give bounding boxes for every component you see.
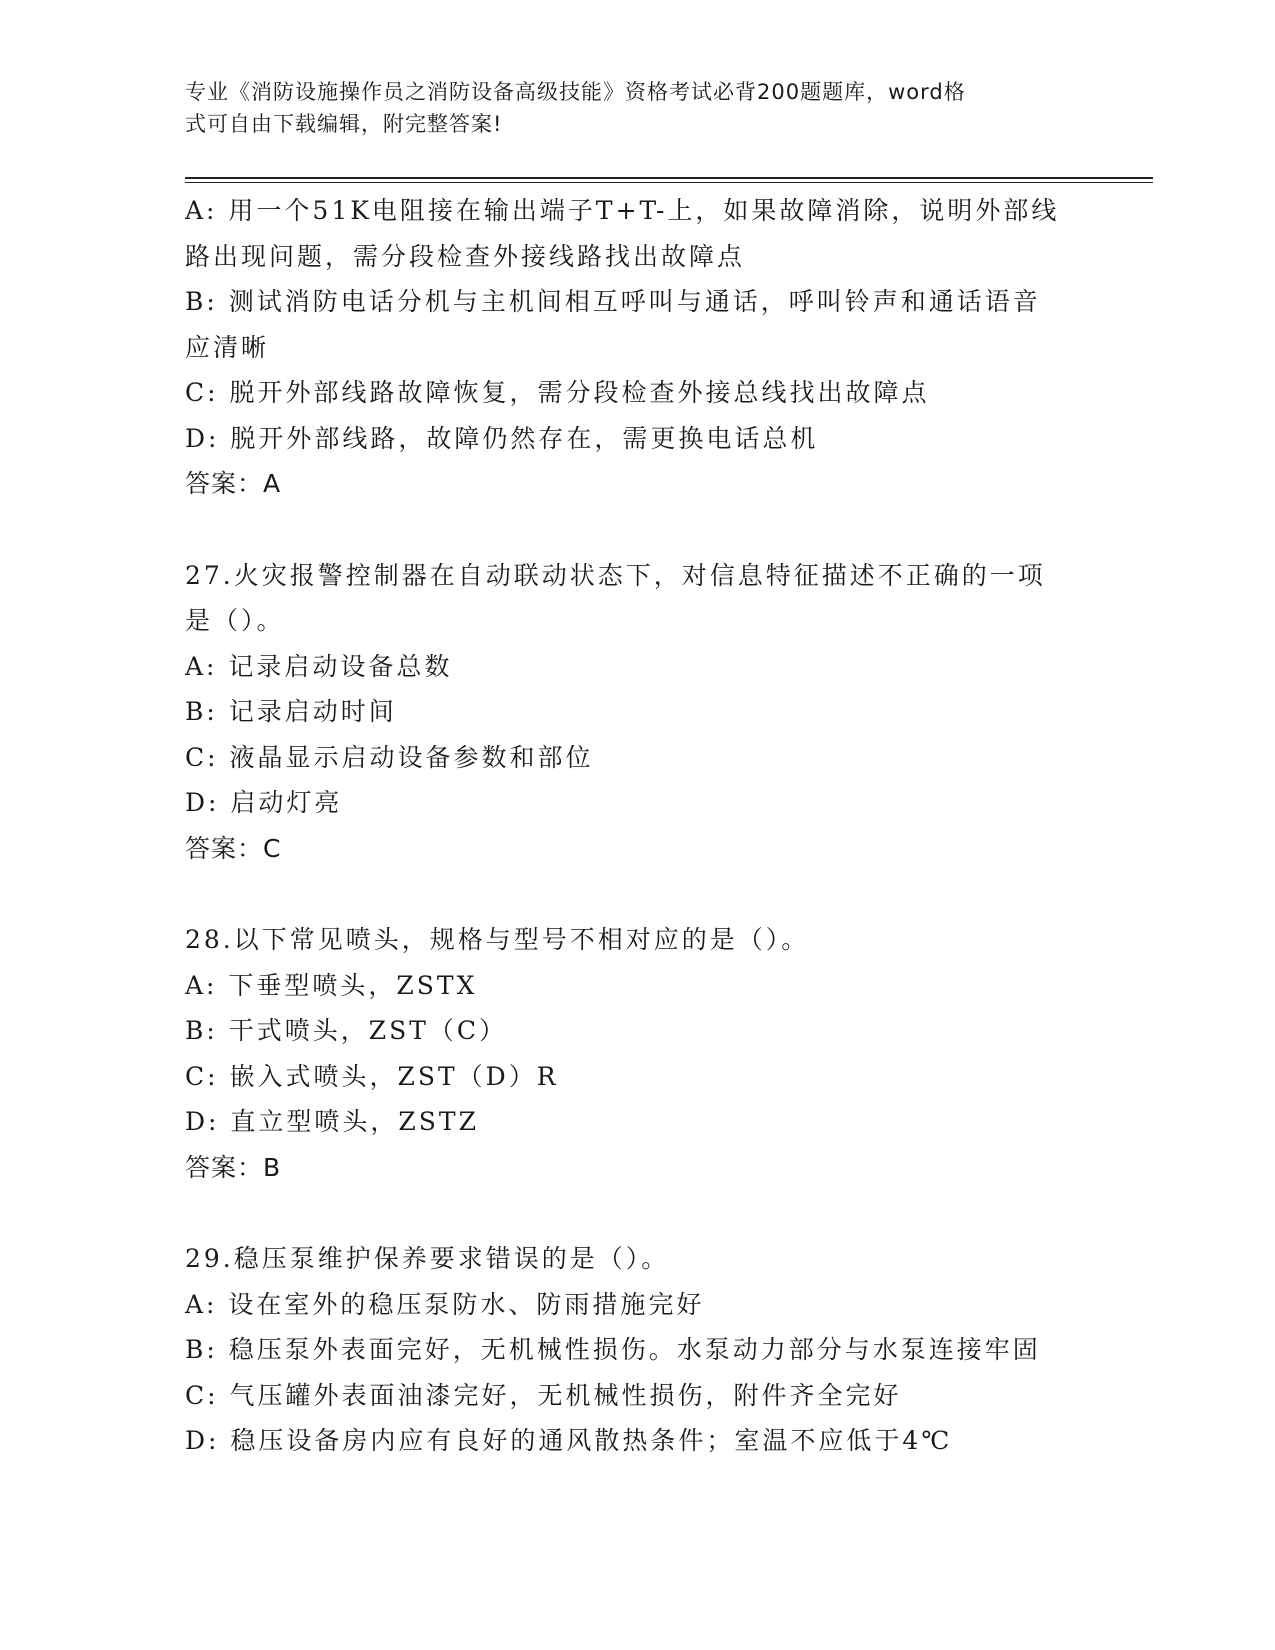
spacer <box>185 1190 1085 1236</box>
question-stem-line-2: 是（）。 <box>185 606 285 635</box>
option-a: A: 设在室外的稳压泵防水、防雨措施完好 <box>185 1289 705 1319</box>
spacer <box>185 871 1085 917</box>
question-list <box>185 188 1085 1464</box>
answer: 答案：A <box>185 469 282 498</box>
option-b-line-2: 应清晰 <box>185 332 270 362</box>
option-d: D: 脱开外部线路，故障仍然存在，需更换电话总机 <box>185 423 819 453</box>
question-28 <box>185 917 1085 1190</box>
question-27 <box>185 553 1085 872</box>
answer: 答案：B <box>185 1152 282 1182</box>
option-b-line-1: B: 测试消防电话分机与主机间相互呼叫与通话，呼叫铃声和通话语音 <box>185 287 1041 316</box>
answer: 答案：C <box>185 833 282 863</box>
option-c: C: 脱开外部线路故障恢复，需分段检查外接总线找出故障点 <box>185 378 930 407</box>
option-c: C: 气压罐外表面油漆完好，无机械性损伤，附件齐全完好 <box>185 1380 902 1410</box>
option-a: A: 记录启动设备总数 <box>185 651 453 681</box>
question-stem: 28.以下常见喷头，规格与型号不相对应的是（）。 <box>185 925 810 954</box>
option-a-line-1: A: 用一个51K电阻接在输出端子T+T-上，如果故障消除，说明外部线 <box>185 196 1060 225</box>
option-d: D: 启动灯亮 <box>185 788 343 817</box>
option-c: C: 嵌入式喷头，ZST（D）R <box>185 1061 559 1091</box>
header-line-2: 式可自由下载编辑，附完整答案! <box>185 112 503 136</box>
page-header <box>185 76 1065 140</box>
option-d: D: 稳压设备房内应有良好的通风散热条件；室温不应低于4℃ <box>185 1426 953 1455</box>
option-c: C: 液晶显示启动设备参数和部位 <box>185 742 594 772</box>
option-a: A: 下垂型喷头，ZSTX <box>185 970 478 1000</box>
header-rule-thick <box>185 177 1153 179</box>
question-stem-line-1: 27.火灾报警控制器在自动联动状态下，对信息特征描述不正确的一项 <box>185 560 1046 590</box>
option-a-line-2: 路出现问题，需分段检查外接线路找出故障点 <box>185 241 746 271</box>
spacer <box>185 507 1085 553</box>
question-29 <box>185 1236 1085 1464</box>
header-line-1: 专业《消防设施操作员之消防设备高级技能》资格考试必背200题题库，word格 <box>185 80 966 104</box>
option-b: B: 稳压泵外表面完好，无机械性损伤。水泵动力部分与水泵连接牢固 <box>185 1335 1041 1364</box>
option-b: B: 记录启动时间 <box>185 697 397 726</box>
header-rule-thin <box>185 182 1153 183</box>
question-26 <box>185 188 1085 507</box>
option-d: D: 直立型喷头，ZSTZ <box>185 1107 479 1136</box>
option-b: B: 干式喷头，ZST（C） <box>185 1016 508 1045</box>
question-stem: 29.稳压泵维护保养要求错误的是（）。 <box>185 1244 670 1273</box>
